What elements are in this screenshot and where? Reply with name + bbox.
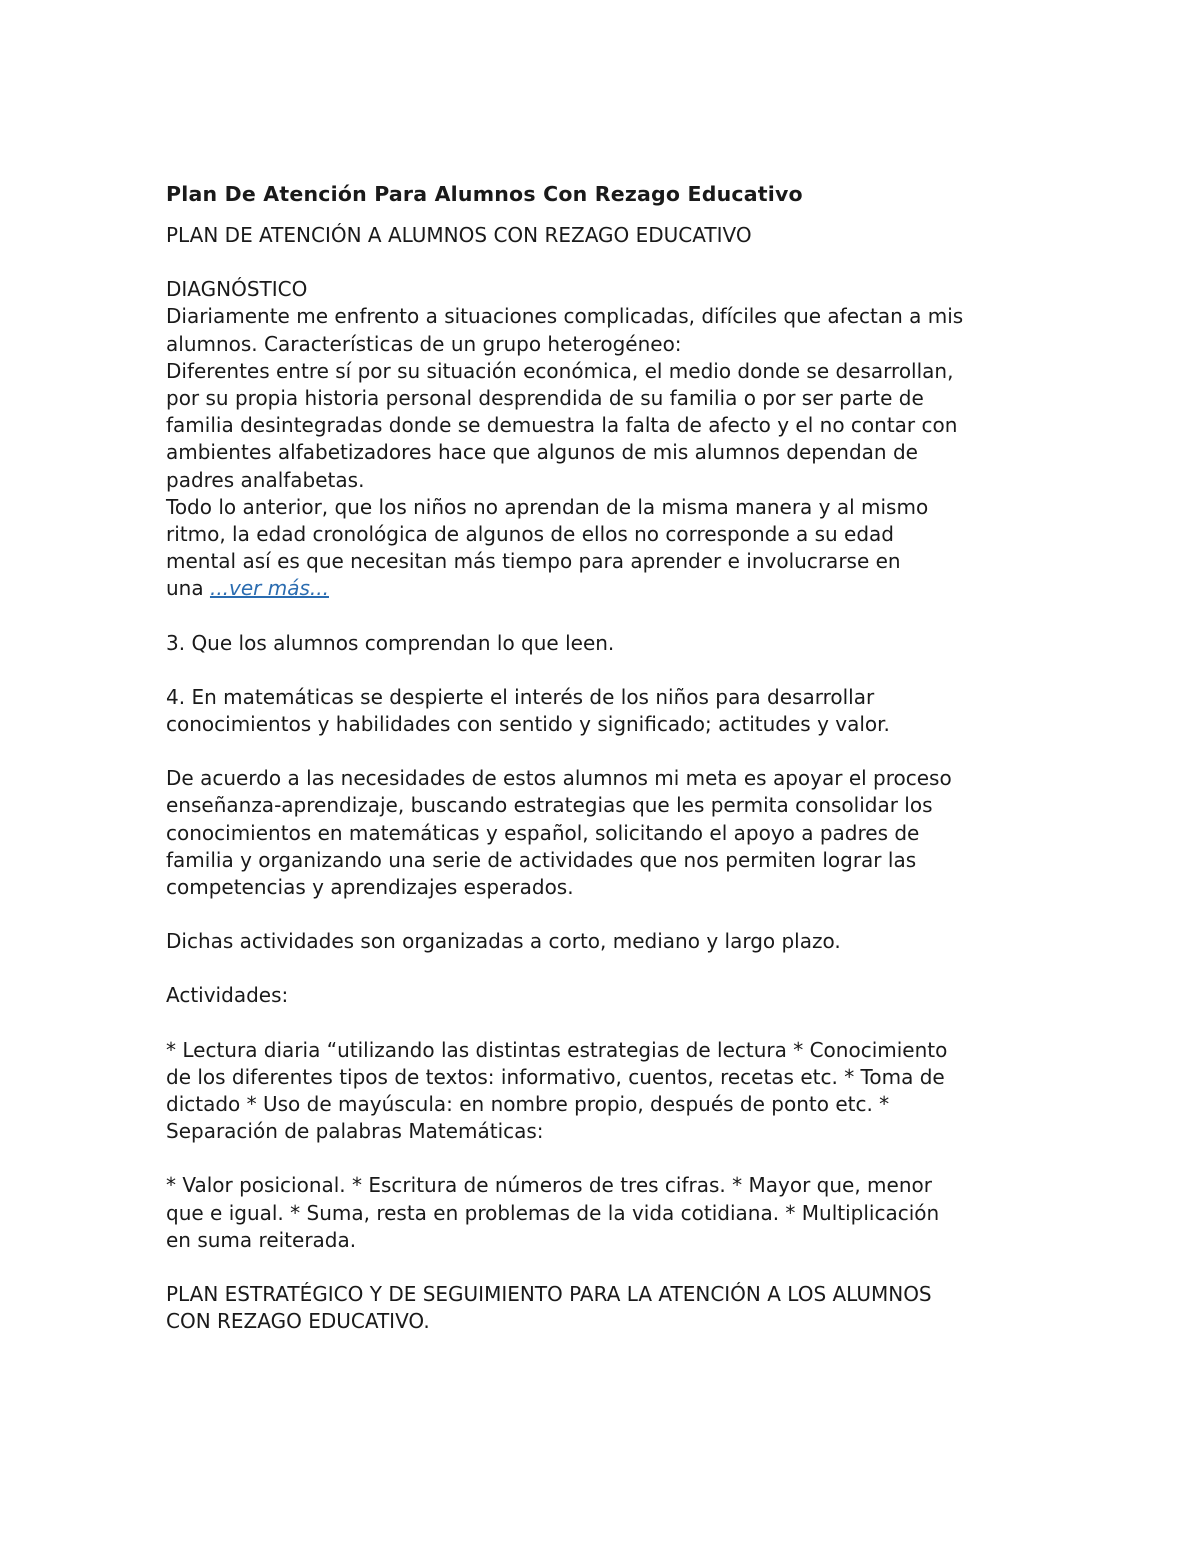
spanish-activities-line: Separación de palabras Matemáticas: (166, 1119, 544, 1144)
item-4 (166, 684, 1046, 738)
diagnosis-line: Diferentes entre sí por su situación económica, el medio donde se desarrollan, (166, 358, 954, 383)
closing-heading (166, 1281, 1046, 1335)
spanish-activities-line: * Lectura diaria “utilizando las distintas estrategias de lectura * Conocimiento (166, 1037, 948, 1062)
goal-line: competencias y aprendizajes esperados. (166, 875, 574, 900)
diagnosis-line: alumnos. Características de un grupo heterogéneo: (166, 331, 682, 356)
diagnosis-line: ambientes alfabetizadores hace que algunos de mis alumnos dependan de (166, 440, 918, 465)
diagnosis-last-line-prefix: una (166, 576, 204, 601)
diagnosis-last-line (166, 575, 1046, 602)
closing-heading-line: PLAN ESTRATÉGICO Y DE SEGUIMIENTO PARA LA ATENCIÓN A LOS ALUMNOS (166, 1282, 932, 1307)
math-activities-line: que e igual. * Suma, resta en problemas de la vida cotidiana. * Multiplicación (166, 1200, 940, 1225)
diagnosis-section (166, 276, 1046, 602)
closing-heading-line: CON REZAGO EDUCATIVO. (166, 1309, 430, 1334)
diagnosis-line: Todo lo anterior, que los niños no aprendan de la misma manera y al mismo (166, 494, 929, 519)
document-content (166, 178, 1046, 1363)
goal-line: familia y organizando una serie de actividades que nos permiten lograr las (166, 847, 917, 872)
goal-line: conocimientos en matemáticas y español, solicitando el apoyo a padres de (166, 820, 920, 845)
goal-line: De acuerdo a las necesidades de estos alumnos mi meta es apoyar el proceso (166, 766, 952, 791)
timeframe-paragraph: Dichas actividades son organizadas a corto, mediano y largo plazo. (166, 929, 841, 954)
activities-label: Actividades: (166, 983, 289, 1008)
diagnosis-line: Diariamente me enfrento a situaciones complicadas, difíciles que afectan a mis (166, 304, 964, 329)
math-activities (166, 1172, 1046, 1254)
diagnosis-label: DIAGNÓSTICO (166, 277, 308, 302)
goal-line: enseñanza-aprendizaje, buscando estrategias que les permita consolidar los (166, 793, 933, 818)
item-4-line: 4. En matemáticas se despierte el interés de los niños para desarrollar (166, 684, 875, 709)
spanish-activities-line: dictado * Uso de mayúscula: en nombre propio, después de ponto etc. * (166, 1092, 890, 1117)
item-3: 3. Que los alumnos comprendan lo que leen. (166, 630, 615, 655)
diagnosis-line: familia desintegradas donde se demuestra la falta de afecto y el no contar con (166, 413, 958, 438)
spanish-activities-line: de los diferentes tipos de textos: informativo, cuentos, recetas etc. * Toma de (166, 1064, 945, 1089)
math-activities-line: * Valor posicional. * Escritura de números de tres cifras. * Mayor que, menor (166, 1173, 932, 1198)
diagnosis-line: por su propia historia personal desprendida de su familia o por ser parte de (166, 386, 924, 411)
goal-paragraph (166, 765, 1046, 901)
diagnosis-line: padres analfabetas. (166, 467, 365, 492)
diagnosis-line: ritmo, la edad cronológica de algunos de ellos no corresponde a su edad (166, 522, 894, 547)
see-more-link[interactable]: ...ver más... (209, 576, 329, 601)
math-activities-line: en suma reiterada. (166, 1227, 357, 1252)
diagnosis-line: mental así es que necesitan más tiempo para aprender e involucrarse en (166, 549, 901, 574)
item-4-line: conocimientos y habilidades con sentido y significado; actitudes y valor. (166, 712, 890, 737)
spanish-activities (166, 1037, 1046, 1146)
document-heading: PLAN DE ATENCIÓN A ALUMNOS CON REZAGO EDUCATIVO (166, 223, 752, 247)
document-title: Plan De Atención Para Alumnos Con Rezago Educativo (166, 182, 803, 206)
